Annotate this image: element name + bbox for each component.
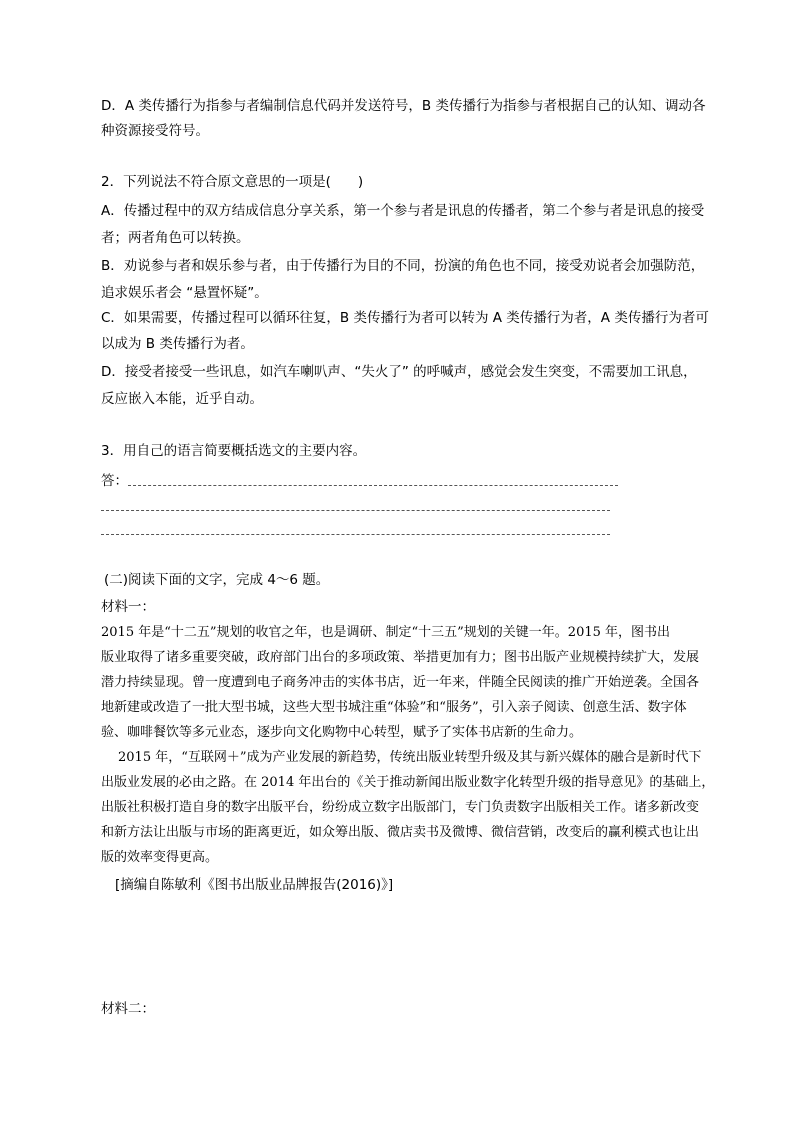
section-instruction: (二)阅读下面的文字，完成 4～6 题。 bbox=[104, 572, 330, 588]
question-2-option-d-line2: 反应嵌入本能，近乎自动。 bbox=[101, 391, 263, 407]
material-1-label: 材料一： bbox=[101, 599, 155, 615]
material-1-p2-line1: 2015 年，“互联网＋”成为产业发展的新趋势，传统出版业转型升级及其与新兴媒体的融合是新时代下 bbox=[118, 750, 702, 765]
material-2-label: 材料二： bbox=[101, 1001, 155, 1017]
question-2-stem: 2．下列说法不符合原文意思的一项是( ) bbox=[101, 174, 364, 190]
q1-option-d-line1: D．A 类传播行为指参与者编制信息代码并发送符号，B 类传播行为指参与者根据自己的认知、调动各 bbox=[101, 98, 706, 114]
material-1-p1-line2: 版业取得了诸多重要突破，政府部门出台的多项政策、举措更加有力；图书出版产业规模持续扩大，发展 bbox=[101, 650, 700, 665]
question-2-option-b-line1: B．劝说参与者和娱乐参与者，由于传播行为目的不同，扮演的角色也不同，接受劝说者会加强防范， bbox=[101, 258, 705, 274]
material-1-p2-line3: 出版社积极打造自身的数字出版平台，纷纷成立数字出版部门，专门负责数字出版相关工作。诸多新改变 bbox=[101, 800, 700, 815]
answer-line-1[interactable] bbox=[128, 485, 618, 486]
material-1-p2-line5: 版的效率变得更高。 bbox=[101, 850, 219, 865]
answer-line-3[interactable] bbox=[101, 534, 610, 535]
material-1-p1-line4: 地新建或改造了一批大型书城，这些大型书城注重“体验”和“服务”，引入亲子阅读、创意生活、数字体 bbox=[101, 700, 687, 715]
question-2-option-c-line2: 以成为 B 类传播行为者。 bbox=[101, 336, 254, 352]
question-2-option-a-line2: 者；两者角色可以转换。 bbox=[101, 230, 250, 246]
material-1-p2-line4: 和新方法让出版与市场的距离更近，如众筹出版、微店卖书及微博、微信营销，改变后的赢利模式也让出 bbox=[101, 825, 700, 840]
material-1-citation: [摘编自陈敏利《图书出版业品牌报告(2016)》] bbox=[115, 877, 394, 893]
material-1-p1-line1: 2015 年是“十二五”规划的收官之年，也是调研、制定“十三五”规划的关键一年。2015 年，图书出 bbox=[101, 625, 671, 640]
material-1-p1-line3: 潜力持续显现。曾一度遭到电子商务冲击的实体书店，近一年来，伴随全民阅读的推广开始逆袭。全国各 bbox=[101, 675, 700, 690]
q1-option-d-line2: 种资源接受符号。 bbox=[101, 123, 209, 139]
answer-label: 答： bbox=[101, 473, 128, 489]
material-1-p1-line5: 验、咖啡餐饮等多元业态，逐步向文化购物中心转型，赋予了实体书店新的生命力。 bbox=[101, 725, 583, 740]
question-2-option-d-line1: D．接受者接受一些讯息，如汽车喇叭声、“失火了” 的呼喊声，感觉会发生突变，不需要加工讯息， bbox=[101, 364, 697, 380]
answer-line-2[interactable] bbox=[101, 510, 610, 511]
question-2-option-b-line2: 追求娱乐者会 “悬置怀疑”。 bbox=[101, 285, 268, 301]
material-1-p2-line2: 出版业发展的必由之路。在 2014 年出台的《关于推动新闻出版业数字化转型升级的指导意见》的基础上， bbox=[101, 775, 715, 790]
question-2-option-c-line1: C．如果需要，传播过程可以循环往复，B 类传播行为者可以转为 A 类传播行为者，A 类传播行为者可 bbox=[101, 310, 709, 326]
question-2-option-a-line1: A．传播过程中的双方结成信息分享关系，第一个参与者是讯息的传播者，第二个参与者是讯息的接受 bbox=[101, 203, 705, 219]
question-3-stem: 3．用自己的语言简要概括选文的主要内容。 bbox=[101, 443, 367, 459]
